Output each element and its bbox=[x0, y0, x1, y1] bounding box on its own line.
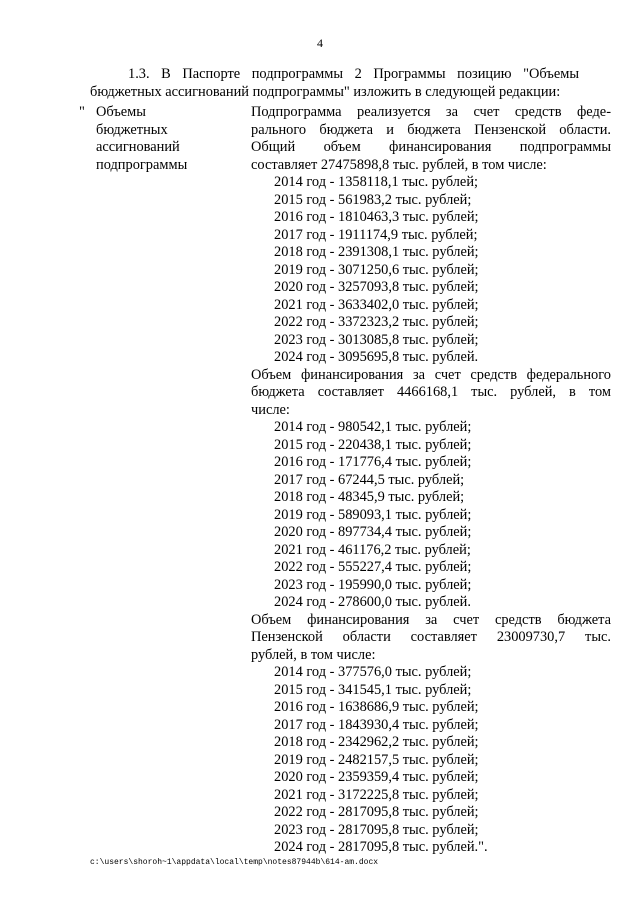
year-amount-line: 2014 год - 980542,1 тыс. рублей; bbox=[274, 419, 472, 435]
label-line: подпрограммы bbox=[96, 156, 188, 173]
year-amount-line: 2024 год - 2817095,8 тыс. рублей.". bbox=[274, 839, 488, 855]
paragraph-line: Общий объем финансирования подпрограммы bbox=[251, 139, 611, 155]
paragraph-line: Объем финансирования за счет средств бюджета bbox=[251, 611, 611, 628]
year-amount-line: 2023 год - 3013085,8 тыс. рублей; bbox=[274, 331, 479, 348]
year-amount-line: 2022 год - 555227,4 тыс. рублей; bbox=[274, 559, 472, 575]
year-amount-line: 2021 год - 461176,2 тыс. рублей; bbox=[274, 541, 471, 558]
year-amount-line: 2020 год - 3257093,8 тыс. рублей; bbox=[274, 279, 479, 295]
year-amount-line: 2016 год - 1638686,9 тыс. рублей; bbox=[274, 699, 479, 715]
position-label bbox=[96, 104, 226, 174]
year-amount-line: 2019 год - 3071250,6 тыс. рублей; bbox=[274, 261, 479, 278]
year-amount-line: 2023 год - 195990,0 тыс. рублей; bbox=[274, 576, 472, 593]
paragraph-line: Подпрограмма реализуется за счет средств феде- bbox=[251, 104, 611, 120]
year-amount-line: 2022 год - 2817095,8 тыс. рублей; bbox=[274, 804, 479, 820]
year-amount-line: 2016 год - 171776,4 тыс. рублей; bbox=[274, 454, 472, 470]
paragraph-line: рального бюджета и бюджета Пензенской области. bbox=[251, 121, 611, 138]
year-amount-line: 2020 год - 2359359,4 тыс. рублей; bbox=[274, 769, 479, 785]
paragraph-line: составляет 27475898,8 тыс. рублей, в том числе: bbox=[251, 156, 547, 173]
year-amount-line: 2023 год - 2817095,8 тыс. рублей; bbox=[274, 821, 479, 838]
amendment-intro bbox=[90, 66, 610, 101]
year-amount-line: 2014 год - 1358118,1 тыс. рублей; bbox=[274, 174, 479, 190]
year-amount-line: 2015 год - 220438,1 тыс. рублей; bbox=[274, 436, 472, 453]
year-amount-line: 2015 год - 341545,1 тыс. рублей; bbox=[274, 681, 472, 698]
year-amount-line: 2019 год - 589093,1 тыс. рублей; bbox=[274, 506, 472, 523]
paragraph-line: бюджета составляет 4466168,1 тыс. рублей, в том bbox=[251, 384, 611, 400]
year-amount-line: 2021 год - 3172225,8 тыс. рублей; bbox=[274, 786, 479, 803]
paragraph-line: Объем финансирования за счет средств федерального bbox=[251, 366, 611, 383]
intro-line: бюджетных ассигнований подпрограммы" изложить в следующей редакции: bbox=[90, 83, 561, 100]
total-financing-block bbox=[251, 104, 611, 367]
year-amount-line: 2017 год - 67244,5 тыс. рублей; bbox=[274, 471, 465, 488]
label-line: бюджетных bbox=[96, 121, 168, 138]
year-amount-line: 2018 год - 2342962,2 тыс. рублей; bbox=[274, 734, 479, 750]
label-line: Объемы bbox=[96, 104, 146, 120]
year-amount-line: 2017 год - 1911174,9 тыс. рублей; bbox=[274, 226, 478, 243]
file-path-footer: c:\users\shoroh~1\appdata\local\temp\notes87944b\614-am.docx bbox=[90, 858, 379, 867]
year-amount-line: 2017 год - 1843930,4 тыс. рублей; bbox=[274, 716, 479, 733]
paragraph-line: рублей, в том числе: bbox=[251, 646, 376, 663]
year-amount-line: 2016 год - 1810463,3 тыс. рублей; bbox=[274, 209, 479, 225]
year-amount-line: 2022 год - 3372323,2 тыс. рублей; bbox=[274, 314, 479, 330]
year-amount-line: 2024 год - 278600,0 тыс. рублей. bbox=[274, 594, 471, 610]
label-line: ассигнований bbox=[96, 139, 180, 155]
year-amount-line: 2018 год - 48345,9 тыс. рублей; bbox=[274, 489, 465, 505]
year-amount-line: 2024 год - 3095695,8 тыс. рублей. bbox=[274, 349, 479, 365]
paragraph-line: числе: bbox=[251, 401, 290, 418]
paragraph-line: Пензенской области составляет 23009730,7 тыс. bbox=[251, 629, 611, 645]
intro-line: 1.3. В Паспорте подпрограммы 2 Программы позицию "Объемы bbox=[128, 66, 579, 82]
regional-budget-block bbox=[251, 612, 611, 857]
year-amount-line: 2018 год - 2391308,1 тыс. рублей; bbox=[274, 244, 479, 260]
opening-quote-mark: " bbox=[79, 104, 85, 120]
page-number: 4 bbox=[317, 36, 323, 50]
position-content bbox=[251, 104, 611, 857]
year-amount-line: 2015 год - 561983,2 тыс. рублей; bbox=[274, 191, 472, 208]
year-amount-line: 2020 год - 897734,4 тыс. рублей; bbox=[274, 524, 472, 540]
year-amount-line: 2021 год - 3633402,0 тыс. рублей; bbox=[274, 296, 479, 313]
year-amount-line: 2019 год - 2482157,5 тыс. рублей; bbox=[274, 751, 479, 768]
year-amount-line: 2014 год - 377576,0 тыс. рублей; bbox=[274, 664, 472, 680]
federal-budget-block bbox=[251, 367, 611, 612]
